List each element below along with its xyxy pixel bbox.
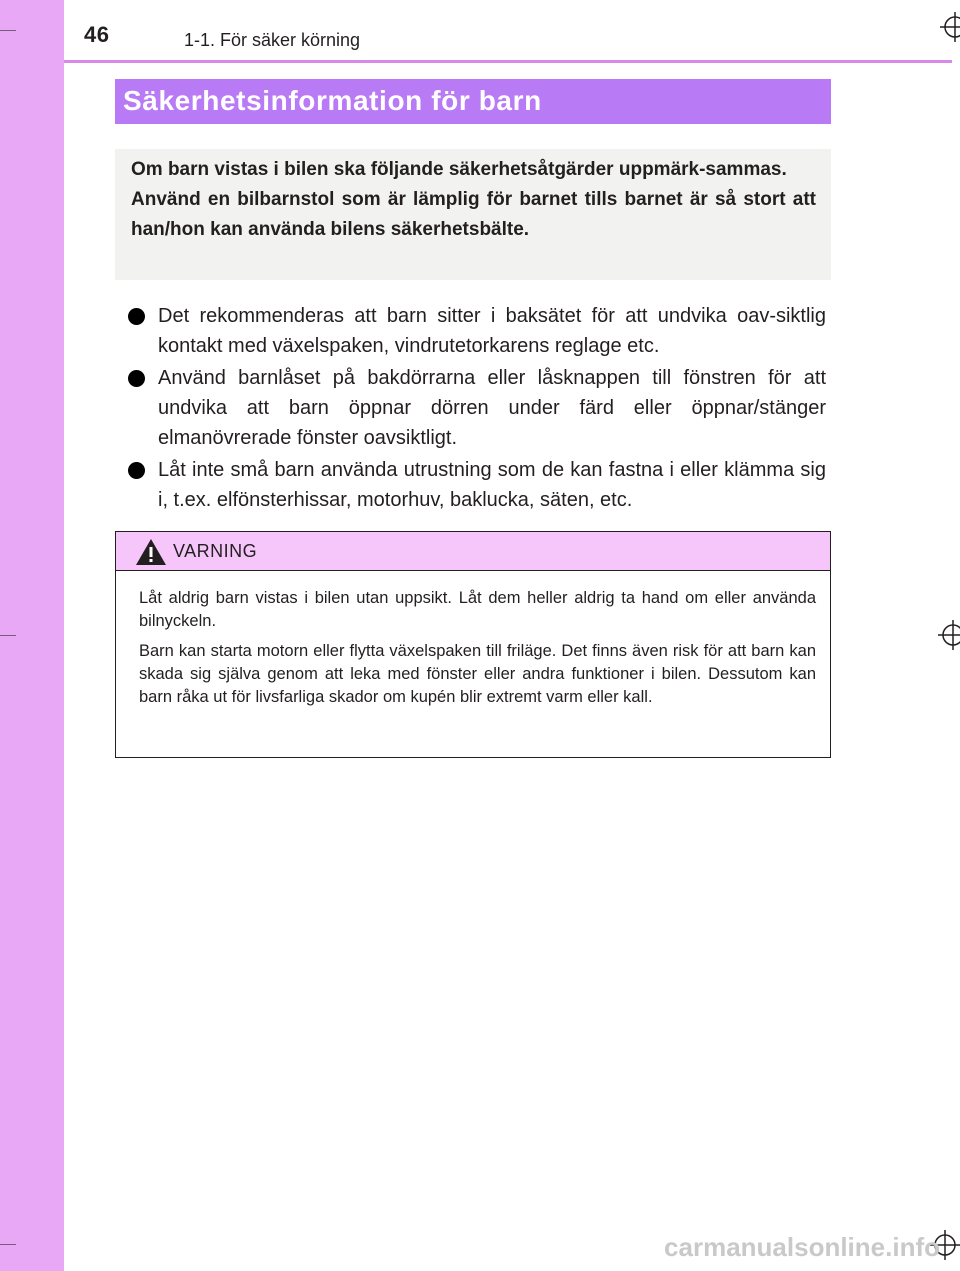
registration-mark-icon — [938, 620, 960, 650]
warning-box — [115, 531, 831, 758]
warning-label: VARNING — [173, 541, 258, 561]
bullet-dot-icon — [128, 308, 145, 325]
section-title: Säkerhetsinformation för barn — [123, 85, 542, 116]
registration-mark-icon — [940, 12, 960, 42]
section-title-banner — [115, 79, 831, 124]
bullet-item — [128, 301, 826, 361]
section-label: 1-1. För säker körning — [184, 30, 361, 50]
intro-paragraph: Använd en bilbarnstol som är lämplig för barnet tills barnet är så stort att han/hon kan använda bilens säkerhetsbälte. — [131, 189, 816, 240]
watermark: carmanualsonline.info — [664, 1232, 940, 1262]
intro-summary-box — [115, 149, 831, 280]
warning-paragraph: Barn kan starta motorn eller flytta växelspaken till friläge. Det finns även risk för att barn kan skada sig själva genom att leka med fönster eller andra funktioner i bilen. Dessutom kan barn råka ut för livsfarliga skador om kupén blir extremt varm eller kall. — [139, 642, 816, 706]
trim-mark — [0, 1244, 16, 1245]
trim-mark — [0, 30, 16, 31]
intro-paragraph: Om barn vistas i bilen ska följande säkerhetsåtgärder uppmärk-sammas. — [131, 159, 787, 180]
bullet-text: Låt inte små barn använda utrustning som de kan fastna i eller klämma sig i, t.ex. elfönsterhissar, motorhuv, baklucka, säten, etc. — [158, 459, 826, 511]
warning-body — [116, 571, 830, 709]
safety-bullet-list — [128, 301, 826, 517]
bullet-item — [128, 363, 826, 453]
bullet-dot-icon — [128, 462, 145, 479]
warning-header — [116, 532, 830, 571]
trim-mark — [0, 635, 16, 636]
warning-paragraph: Låt aldrig barn vistas i bilen utan uppsikt. Låt dem heller aldrig ta hand om eller använda bilnyckeln. — [139, 589, 816, 630]
bullet-dot-icon — [128, 370, 145, 387]
bullet-item — [128, 455, 826, 515]
left-color-margin — [0, 0, 64, 1271]
bullet-text: Använd barnlåset på bakdörrarna eller låsknappen till fönstren för att undvika att barn öppnar dörren under färd eller öppnar/stänger elmanövrerade fönster oavsiktligt. — [158, 367, 826, 449]
header-rule — [64, 60, 952, 63]
warning-triangle-icon — [134, 537, 168, 567]
page-number: 46 — [84, 22, 110, 47]
bullet-text: Det rekommenderas att barn sitter i baksätet för att undvika oav-siktlig kontakt med växelspaken, vindrutetorkarens reglage etc. — [158, 305, 826, 357]
